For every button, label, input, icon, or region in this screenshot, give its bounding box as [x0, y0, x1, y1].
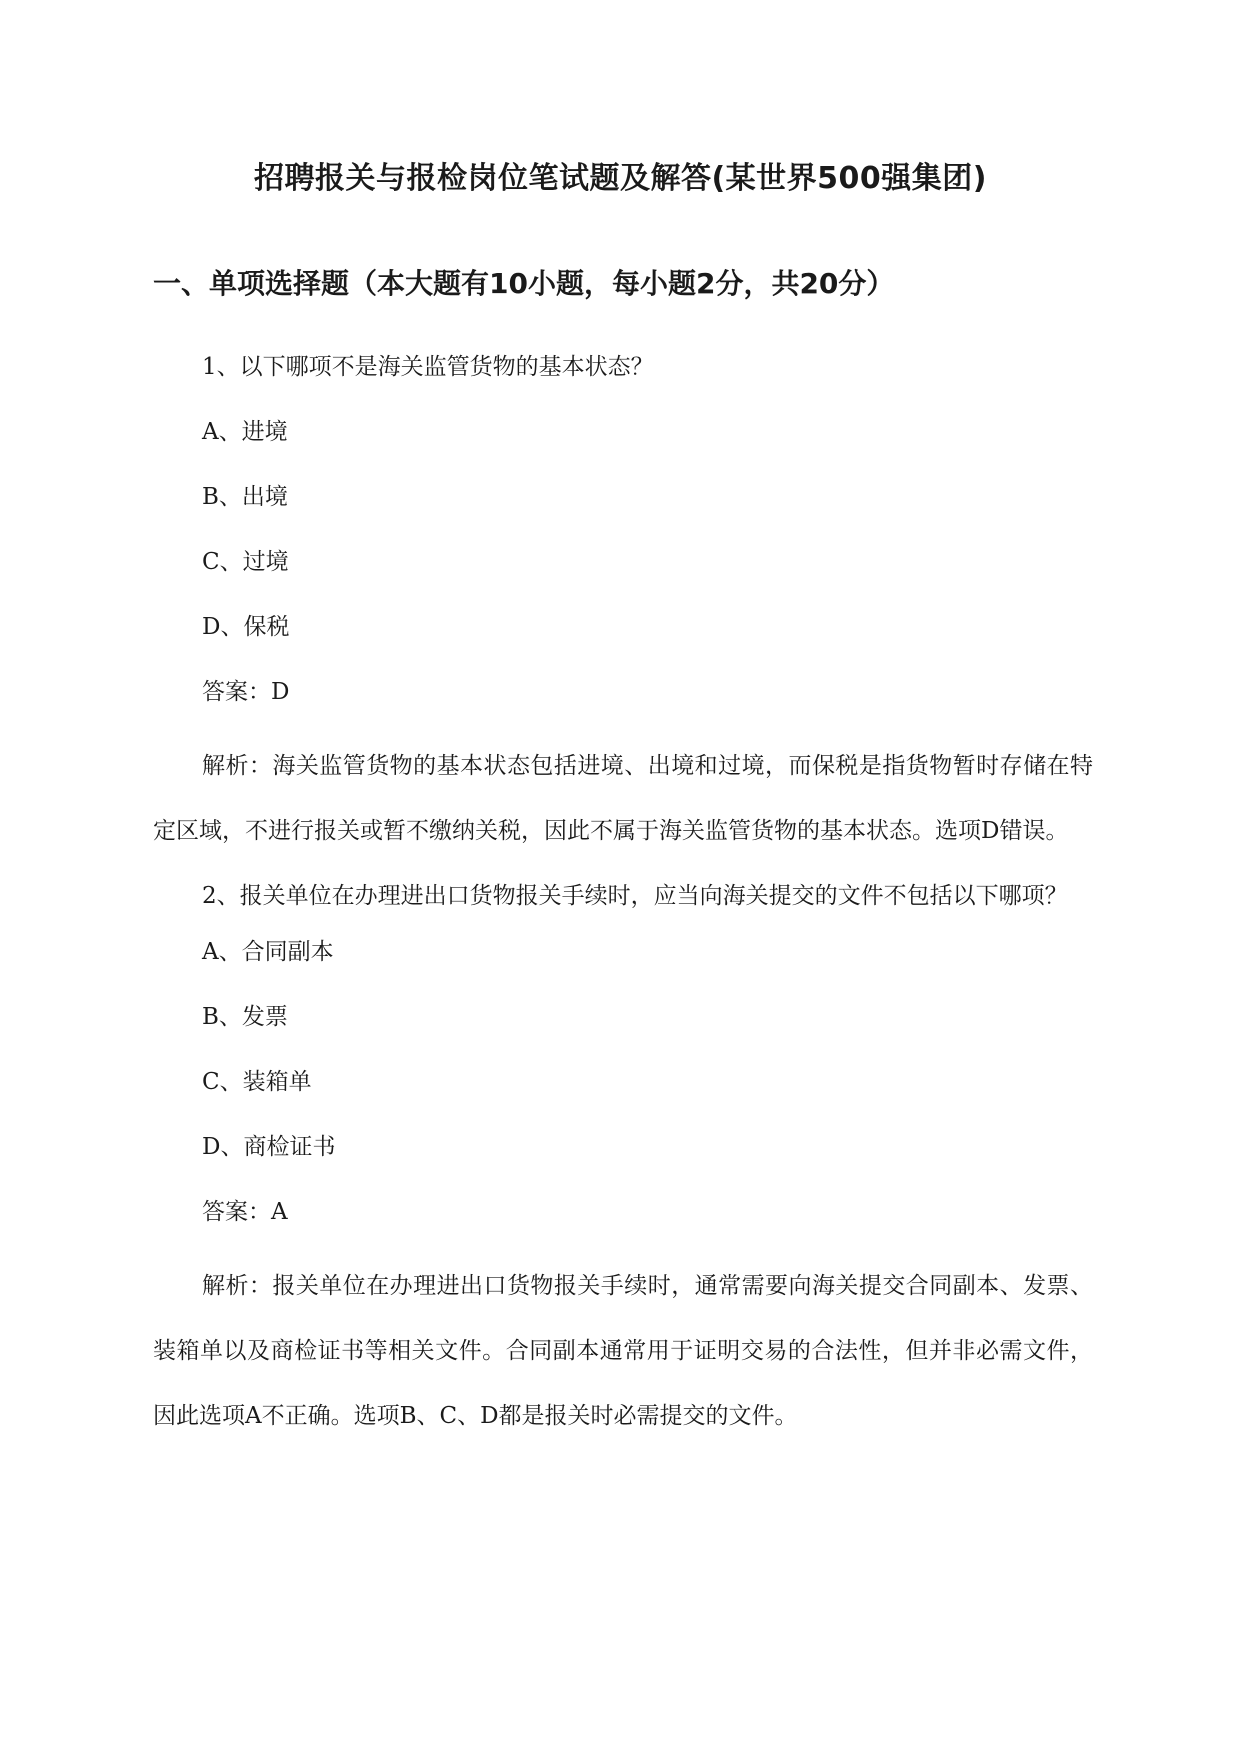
question-stem: 2、报关单位在办理进出口货物报关手续时，应当向海关提交的文件不包括以下哪项？ [202, 883, 1068, 909]
question-block [153, 864, 1093, 1449]
option-d: D、保税 [202, 614, 290, 640]
question-stem: 1、以下哪项不是海关监管货物的基本状态？ [202, 354, 654, 380]
analysis: 解析：报关单位在办理进出口货物报关手续时，通常需要向海关提交合同副本、发票、装箱单以及商检证书等相关文件。合同副本通常用于证明交易的合法性，但并非必需文件，因此选项A不正确。选项B、C、D都是报关时必需提交的文件。 [153, 1273, 1093, 1429]
answer: 答案：D [202, 679, 290, 705]
question-block [153, 344, 1093, 864]
question-list [153, 344, 1093, 1449]
option-b: B、出境 [202, 484, 288, 510]
option-a: A、进境 [202, 419, 288, 445]
option-b: B、发票 [202, 1004, 288, 1030]
option-d: D、商检证书 [202, 1134, 336, 1160]
answer: 答案：A [202, 1199, 288, 1225]
option-c: C、过境 [202, 549, 289, 575]
section-heading: 一、单项选择题（本大题有10小题，每小题2分，共20分） [153, 267, 895, 300]
option-a: A、合同副本 [202, 939, 334, 965]
analysis: 解析：海关监管货物的基本状态包括进境、出境和过境，而保税是指货物暂时存储在特定区域，不进行报关或暂不缴纳关税，因此不属于海关监管货物的基本状态。选项D错误。 [153, 753, 1093, 844]
option-c: C、装箱单 [202, 1069, 312, 1095]
document-title: 招聘报关与报检岗位笔试题及解答(某世界500强集团) [253, 161, 988, 196]
